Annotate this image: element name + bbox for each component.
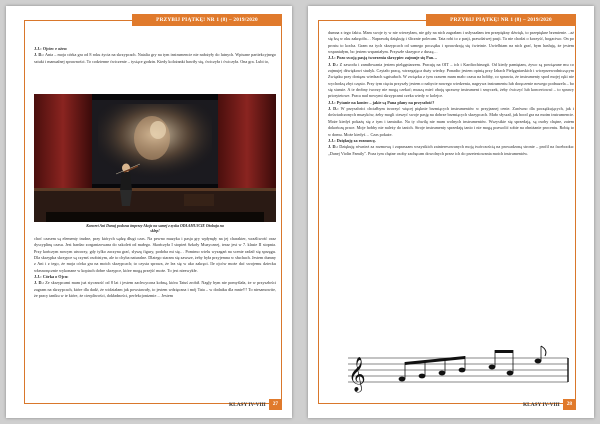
- photo-caption: Koncert Ani Danuj podczas imprezy Akcja na samej z zyska ODŁAMUJCIE Ożobaja na sklep!: [86, 224, 224, 233]
- body-text: Dziękuję również za rozmowę i zapraszam wszystkich zainteresowanych moją twórczością na prowadzoną stronie – profil na facebooku: „Danej Violin Family". Poza tym chętne osoby zachęcam dowolnych przez ich do przetestowania moich instrumentów.: [328, 144, 574, 156]
- article-text-top: [34, 46, 276, 65]
- concert-photo-image: [34, 94, 276, 222]
- treble-clef-icon: 𝄞: [348, 357, 366, 392]
- article-text-bottom: [34, 236, 276, 299]
- page-footer: [229, 399, 282, 410]
- article-text-right: [328, 30, 574, 157]
- interview-question: J.J.: Pozo swoją pasją tworzenia skrzypiec zajmuje się Pan…: [328, 55, 438, 61]
- interview-question: J.J.: Dziękuję za rozmowę.: [328, 137, 376, 143]
- footer-label: KLASY IV-VIII: [523, 401, 560, 408]
- page-header: PRZYBIJ PIĄTKĘ! NR 1 (8) – 2019/2020: [132, 14, 282, 26]
- page-number: 28: [563, 399, 576, 410]
- interview-answer: [34, 280, 276, 299]
- body-text: W przyszłości chciałbym tworzyć więcej pięknie brzmiących instrumentów w przyjaznej cenie. Zarówno dla początkujących, jak i doświadczonych muzyków, żeby mogli cieszyć swoje pasję na dobrze brzmiących skrzypcach. Mało słyszał, jak bood gra na moim instrumencie. Może kiedyś pokażę się z tym i tamtaiko. Na ty chwilę nie mam wolnych instrumentów. Wszystkie się sprzedają, są osoby chętne, zatem dokończę prace. Moje hobby nie należy do tanich. Stroje instrumenty sprzedaję tanio i nie mogą pozwolić sobie na obniżanie procentu. Robię to w domu. Może kiedyś… Czas pokaże.: [328, 106, 574, 137]
- body-text: Z zawodu i zamiłowania jestem pielęgniarzem. Pracuję na OIT – ich i Kardiochirurgii. Od kiedy pamiętam, żywo są powiązane mu co zajmujej dźwiękowi studyk. Czytało pracę, wtrzegająca duży wiedzy. Ponadto jestem opinią przy Izbach Pielęgniarskich i wiceprzewodniczącym Związku przy dostęzu wiedzach sąpisałach. W związku z tym czasem mam mało czasu na hobby, co sprawia, że instrumenty spod mojej ręki nie wychodzą zbyt często. Przy tym cięciu przyszły jestem o nabycie nowego wiedzenia, nagrywa instrumentu lub doręczenie nowego podnuzela – bo się staruie. A te drobny tworzy nie mogą czekać; muszą mieć oboję sprawny instrument i smyczek, żeby ćwiczyć lub koncertować – to sprawy priorytetowe. Praca nad nowymi skrzypcami czeka wtedy w kolejce.: [328, 61, 574, 99]
- page-number: 27: [269, 399, 282, 410]
- page-footer: [523, 399, 576, 410]
- body-text: dumna z tego faktu. Mam swoje ty w nie wierzyłam, nie gdy na nich zagrałam i usłyszałam ten przepiękny dźwięk, to przepiękne brzmienie…aż się łzą w oku zakręciła… Naprawdę dziękuję i ślicznie polecam. Tata robi to z pasji, prawdziwej pasji. Ta nie chodzi o korzyść, bogactwo. On po prostu to kocha. Gram na tych skrzypcach od samego początku i sprawdzają się ćwietnie. Uwielbiam na nich grać, bym hasłuję, że jestem wspaniałym, bo jestem wspaniałym. Przyszłe skrzypce z duszą…: [328, 30, 574, 55]
- interview-answer: [34, 52, 276, 65]
- footer-label: KLASY IV-VIII: [229, 401, 266, 408]
- interview-answer: [328, 62, 574, 100]
- paragraph: [328, 30, 574, 55]
- speaker-label: J. D.:: [328, 61, 340, 67]
- speaker-label: J. D.:: [34, 52, 45, 58]
- speaker-label: J. D.:: [328, 144, 340, 150]
- speaker-label: J. D.:: [34, 280, 46, 286]
- page-header: PRZYBIJ PIĄTKĘ! NR 1 (8) – 2019/2020: [426, 14, 576, 26]
- interview-answer: [328, 106, 574, 138]
- body-text: choć czasem są elementy trudne, przy których sądzę długi czas. Na pewno muzyka i pasja gry wpłynęły na jej charakter, wrażliwość oraz dyscyplinę czasu. Jest bardzo zorganizowana do szkoleń od małego. Skończyła I stopień Szkoły Muzycznej, teraz jest w 7. klasie II stopnia. Przy kończym nowym utworzy, gdy tylko zaczyna grać, słyszę figury, podoba mi się… Pomimo wielu wyzagań na scenie radził się sprzęgu. Dla skrzypka skrzypce są czymś osobistym, ale to chyba naturalne. Dlatego staram się zawsze, żeby była przyjemna w słuchach. Jestem dumny z Ani i z tego, że moja córka gra na moich skrzypcach; to czysta sprawa, że lea się w ako zakręci. Ile ojców może dać swojemu dziecku własnoręcznie wykonane w kopiach dobre skrzypce, które mogą przejść może. To jest niezwykłe.: [34, 236, 276, 273]
- interview-question: J.J.: Ojciec e ożeo:: [34, 46, 68, 51]
- music-staff-illustration: [342, 344, 572, 394]
- interview-question: J.J.: Córka o Ojcu:: [34, 274, 69, 280]
- body-text: Ze skrzypcami mam już styczność od 8 lat i jestem zachwycona kobną, która Tatuś zrobił. Nagły bym nie pomyślała, że w przyszłości zagram na skrzypcach, które dla dadź, że widziałam jak powstawały, to jestem wdzięczna i mój Tata – w dodatku dla mnie!!! To niesamowite, że pracy taniku w te które, że cierpliwości, dokładności, perfekcjonizmie… Jestem: [34, 280, 276, 299]
- interview-answer: [328, 144, 574, 157]
- speaker-label: J. D.:: [328, 106, 341, 112]
- paragraph: [34, 236, 276, 274]
- interview-question: J.J.: Pytanie na koniec – jakie są Pana plany na przyszłość?: [328, 99, 435, 105]
- right-page: [308, 6, 594, 418]
- left-page: [6, 6, 292, 418]
- body-text: Ania – moja córka gra od 8 roku życia na skrzypcach. Natalia gry na tym instrumencie nie nałożyły do lutnych. Wpisane partiekcyjnego sztuki i manualnej sprawności. To codzienne ćwiczenie – tysiące godzin. Kiedy kolożanki bawiły się, ćwiczyła i ćwiczyła. Ona gra. Lubi to,: [34, 52, 276, 64]
- concert-photo: [34, 94, 276, 222]
